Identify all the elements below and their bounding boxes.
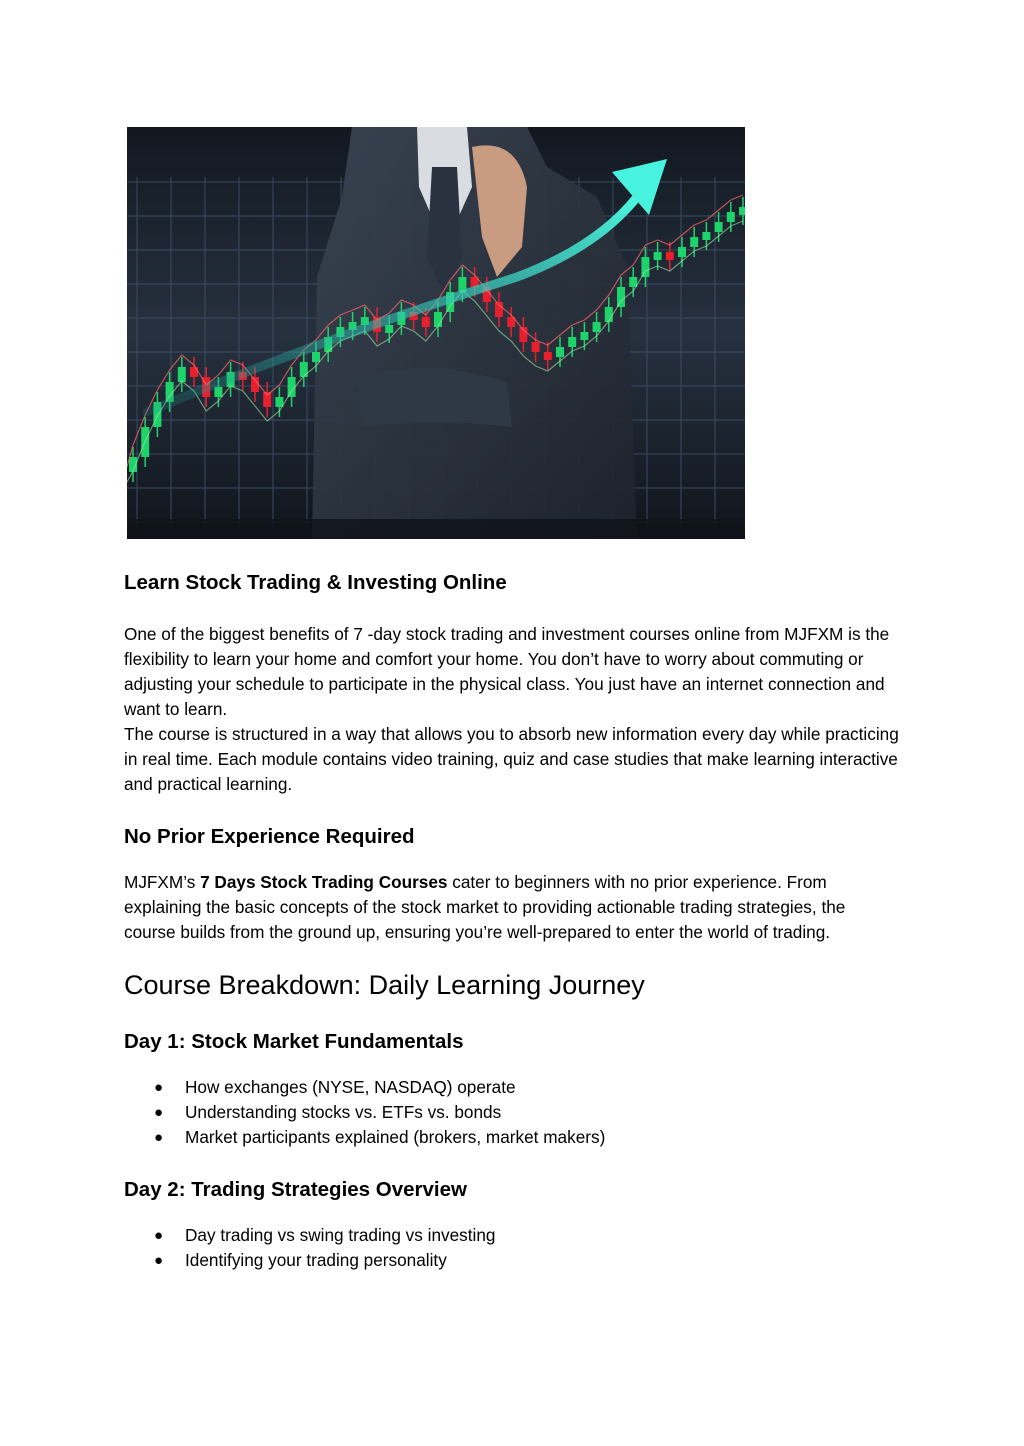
- bullet-icon: ●: [154, 1129, 164, 1146]
- bullet-icon: ●: [154, 1227, 164, 1244]
- day2-heading: Day 2: Trading Strategies Overview: [124, 1178, 467, 1201]
- list-item-text: Market participants explained (brokers, market makers): [185, 1127, 606, 1147]
- section-heading-learn-online: Learn Stock Trading & Investing Online: [124, 571, 507, 594]
- paragraph-beginners: [124, 870, 900, 945]
- section-heading-no-experience: No Prior Experience Required: [124, 825, 415, 848]
- bullet-icon: ●: [154, 1079, 164, 1096]
- hero-image: [127, 127, 745, 539]
- list-item-text: Day trading vs swing trading vs investing: [185, 1225, 496, 1245]
- section-heading-course-breakdown: Course Breakdown: Daily Learning Journey: [124, 970, 645, 1000]
- list-item: [124, 1248, 900, 1273]
- document-body: [124, 568, 900, 1273]
- paragraph-flexibility: One of the biggest benefits of 7 -day stock trading and investment courses online from MJFXM is the flexibility to learn your home and comfort your home. You don’t have to worry about commuting or adjusting your schedule to participate in the physical class. You just have an internet connection and want to learn.: [124, 624, 890, 719]
- list-item-text: Understanding stocks vs. ETFs vs. bonds: [185, 1102, 502, 1122]
- day1-list: [124, 1075, 900, 1150]
- list-item: [124, 1100, 900, 1125]
- stock-trader-chart-illustration-icon: [127, 127, 745, 539]
- course-name-bold: 7 Days Stock Trading Courses: [200, 872, 448, 892]
- bullet-icon: ●: [154, 1104, 164, 1121]
- day1-heading: Day 1: Stock Market Fundamentals: [124, 1030, 464, 1053]
- paragraph-beginners-prefix: MJFXM’s: [124, 872, 201, 892]
- paragraph-structure: The course is structured in a way that allows you to absorb new information every day while practicing in real time. Each module contains video training, quiz and case studies that make learning interactive and practical learning.: [124, 724, 899, 794]
- list-item-text: Identifying your trading personality: [185, 1250, 447, 1270]
- list-item: [124, 1125, 900, 1150]
- day2-list: [124, 1223, 900, 1273]
- bullet-icon: ●: [154, 1252, 164, 1269]
- list-item: [124, 1223, 900, 1248]
- paragraph-beginners-suffix: cater to beginners with no prior experience. From explaining the basic concepts of the stock market to providing actionable trading strategies, the course builds from the ground up, ensuring you’re well-prepared to enter the world of trading.: [124, 872, 846, 942]
- list-item: [124, 1075, 900, 1100]
- list-item-text: How exchanges (NYSE, NASDAQ) operate: [185, 1077, 516, 1097]
